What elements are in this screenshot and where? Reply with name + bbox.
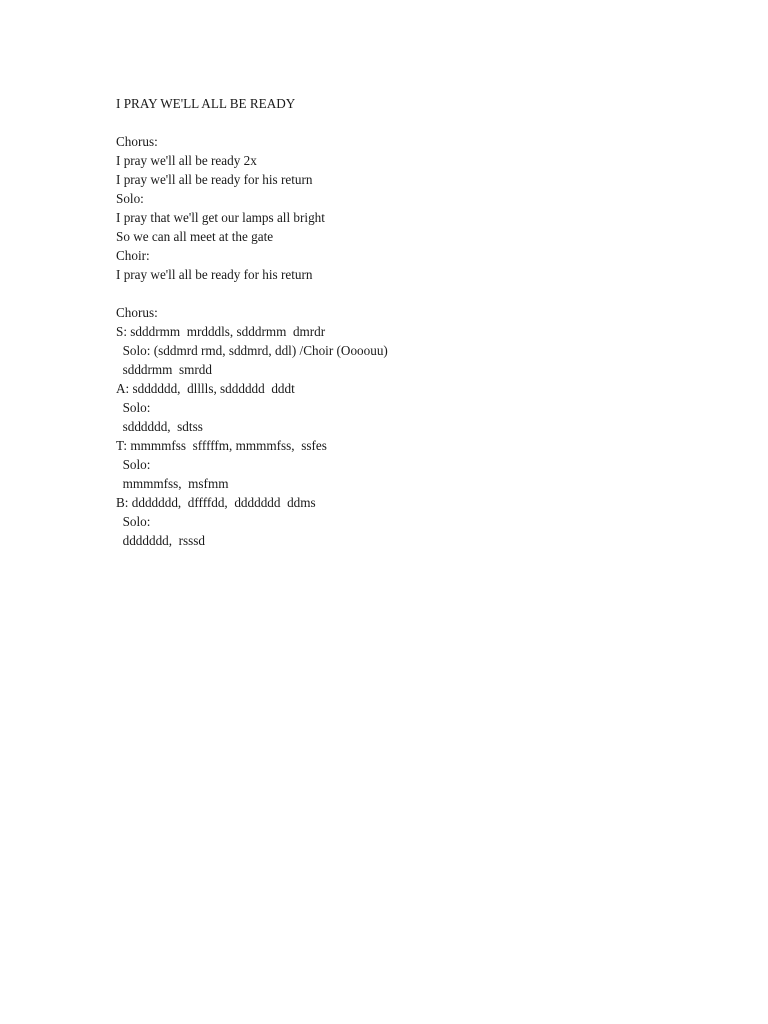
lyric-line: I pray we'll all be ready for his return: [116, 172, 313, 187]
chorus-heading: Chorus:: [116, 134, 158, 149]
blank-line: [116, 113, 716, 132]
tenor-part: T: mmmmfss sfffffm, mmmmfss, ssfes: [116, 438, 327, 453]
blank-line: [116, 284, 716, 303]
bass-part: B: ddddddd, dffffdd, ddddddd ddms: [116, 495, 316, 510]
alto-solo-label: Solo:: [116, 400, 151, 415]
lyric-line: I pray we'll all be ready for his return: [116, 267, 313, 282]
choir-heading: Choir:: [116, 248, 150, 263]
song-title: I PRAY WE'LL ALL BE READY: [116, 96, 296, 111]
bass-solo-label: Solo:: [116, 514, 151, 529]
tenor-solo-notes: mmmmfss, msfmm: [116, 476, 229, 491]
soprano-part: S: sdddrmm mrdddls, sdddrmm dmrdr: [116, 324, 326, 339]
soprano-solo-line: Solo: (sddmrd rmd, sddmrd, ddl) /Choir (Oooouu): [116, 343, 388, 358]
alto-part: A: sdddddd, dlllls, sdddddd dddt: [116, 381, 295, 396]
soprano-solo-notes: sdddrmm smrdd: [116, 362, 212, 377]
document-page: [116, 94, 716, 550]
tenor-solo-label: Solo:: [116, 457, 151, 472]
parts-chorus-heading: Chorus:: [116, 305, 158, 320]
solo-heading: Solo:: [116, 191, 144, 206]
lyric-line: I pray we'll all be ready 2x: [116, 153, 257, 168]
lyric-line: So we can all meet at the gate: [116, 229, 274, 244]
bass-solo-notes: ddddddd, rsssd: [116, 533, 206, 548]
alto-solo-notes: sdddddd, sdtss: [116, 419, 203, 434]
lyric-line: I pray that we'll get our lamps all bright: [116, 210, 325, 225]
